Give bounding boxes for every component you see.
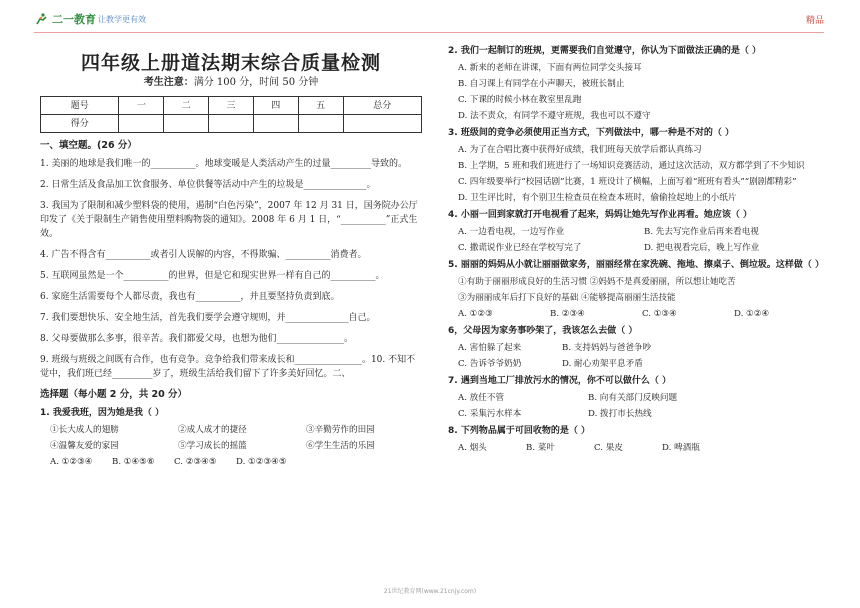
option: C. 下课的时候小林在教室里乱跑 <box>458 95 582 105</box>
table-cell: 二 <box>164 97 209 115</box>
option: B. 上学期，5 班和我们班进行了一场知识竞赛活动，通过这次活动，双方都学到了不少知识 <box>458 161 805 171</box>
option: D. ①②④ <box>734 309 770 319</box>
page-footer: 21世纪教育网(www.21cnjy.com) <box>383 588 477 595</box>
statement: ①长大成人的翅膀 <box>50 425 119 435</box>
score-table-score-row <box>41 115 422 133</box>
question-stem: 8. 下列物品属于可回收物的是（ ） <box>448 426 590 436</box>
option: C. 四年级要举行“校园话剧”比赛，1 班设计了横幅，上面写着“班班有看头”“剧剧都精彩” <box>458 177 797 187</box>
question-stem: 1. 我爱我班，因为她是我（ ） <box>40 408 164 418</box>
option-row <box>458 308 838 320</box>
option: D. 拨打市长热线 <box>588 409 652 419</box>
option: A. 为了在合唱比赛中获得好成绩，我们班每天放学后都认真练习 <box>458 145 702 155</box>
table-cell: 题号 <box>41 97 119 115</box>
option: D. 卫生评比时，有个别卫生检查员在检查本班时，偷偷捡起地上的小纸片 <box>458 193 737 203</box>
option: D. 耐心劝架平息矛盾 <box>562 359 643 369</box>
option: B. 支持妈妈与爸爸争吵 <box>562 343 652 353</box>
score-table-header-row <box>41 97 422 115</box>
option: A. ①②③ <box>458 309 493 319</box>
fill-question: 1. 美丽的地球是我们唯一的__________。地球变暖是人类活动产生的过量_________导致的。 <box>40 159 407 169</box>
notice-label: 考生注意： <box>143 77 194 88</box>
option-row <box>458 442 838 454</box>
exam-notice <box>40 76 422 90</box>
statement: ③为丽丽成年后打下良好的基础 ④能够提高丽丽生活技能 <box>458 293 676 303</box>
table-cell: 总分 <box>343 97 421 115</box>
option-row <box>458 242 838 254</box>
fill-question: 7. 我们要想快乐、安全地生活，首先我们要学会遵守规则，并______________自己。 <box>40 313 376 323</box>
fill-question: 4. 广告不得含有__________或者引人误解的内容，不得欺骗、__________消费者。 <box>40 250 367 260</box>
option: A. 烟头 <box>458 443 487 453</box>
option: B. 先去写完作业后再来看电视 <box>644 227 759 237</box>
option: D. 把电视看完后，晚上写作业 <box>644 243 760 253</box>
option: C. 果皮 <box>594 443 623 453</box>
left-column <box>40 44 422 472</box>
table-cell: 四 <box>253 97 298 115</box>
logo-text: 二一教育 <box>52 13 96 26</box>
option-row <box>458 408 838 420</box>
fill-question: 2. 日常生活及食品加工饮食服务、单位供餐等活动中产生的垃圾是______________。 <box>40 180 376 190</box>
table-cell: 三 <box>209 97 254 115</box>
option: C. 采集污水样本 <box>458 409 522 419</box>
option: D. 啤酒瓶 <box>662 443 700 453</box>
statement: ③辛勤劳作的田园 <box>306 425 375 435</box>
option: D. 法不责众，有同学不遵守班规，我也可以不遵守 <box>458 111 651 121</box>
section-heading: 选择题（每小题 2 分，共 20 分） <box>40 389 188 400</box>
question-stem: 4. 小丽一回到家就打开电视看了起来，妈妈让她先写作业再看。她应该（ ） <box>448 210 752 220</box>
option: B. ①④⑤⑥ <box>112 457 155 467</box>
statement: ④温馨友爱的家园 <box>50 441 119 451</box>
option-row <box>458 342 838 354</box>
option: C. ①③④ <box>642 309 677 319</box>
fill-question: 3. 我国为了限制和减少塑料袋的使用，遏制“白色污染”，2007 年 12 月 31 日，国务院办公厅印发了《关于限制生产销售使用塑料购物袋的通知》。2008 年 6 月 1 日，“__________”正式生效。 <box>40 201 418 239</box>
table-cell: 一 <box>119 97 164 115</box>
option-row <box>458 358 838 370</box>
option: A. 放任不管 <box>458 393 505 403</box>
section-heading: 一、填空题。(26 分） <box>40 140 137 151</box>
header-divider <box>34 32 824 33</box>
right-column <box>448 44 838 458</box>
score-entry-cell[interactable] <box>119 115 164 133</box>
option: A. ①②③④ <box>50 457 93 467</box>
score-entry-cell[interactable] <box>298 115 343 133</box>
option: C. ②③④⑤ <box>174 457 217 467</box>
question-stem: 3. 班级间的竞争必须使用正当方式，下列做法中，哪一种是不对的（ ） <box>448 128 734 138</box>
table-cell: 得分 <box>41 115 119 133</box>
fill-question: 5. 互联网虽然是一个__________的世界，但是它和现实世界一样有自己的__________。 <box>40 271 385 281</box>
option: A. 害怕躲了起来 <box>458 343 522 353</box>
statement: ⑤学习成长的摇篮 <box>178 441 247 451</box>
fill-question: 9. 班级与班级之间既有合作，也有竞争。竞争给我们带来成长和_______________。10. 不知不觉中，我们班已经_________岁了，班级生活给我们留下了许多美好回忆。二、 <box>40 355 416 379</box>
statement: ①有助于丽丽形成良好的生活习惯 ②妈妈不是真爱丽丽，所以想让她吃苦 <box>458 277 736 287</box>
option: A. 新来的老师在讲课，下面有两位同学交头接耳 <box>458 63 642 73</box>
option: A. 一边看电视，一边写作业 <box>458 227 565 237</box>
header-tag: 精品 <box>805 16 824 26</box>
score-entry-cell[interactable] <box>164 115 209 133</box>
fill-question: 8. 父母要做那么多事，很辛苦。我们都爱父母，也想为他们_______________。 <box>40 334 353 344</box>
score-entry-cell[interactable] <box>209 115 254 133</box>
option: C. 告诉爷爷奶奶 <box>458 359 522 369</box>
option-row <box>50 456 422 468</box>
option-row <box>458 392 838 404</box>
fill-question: 6. 家庭生活需要每个人都尽责，我也有__________，并且要坚持负责到底。 <box>40 292 340 302</box>
question-stem: 6，父母因为家务事吵架了，我该怎么去做（ ） <box>448 326 638 336</box>
question-stem: 5. 丽丽的妈妈从小就让丽丽做家务，丽丽经常在家洗碗、拖地、擦桌子、倒垃圾。这样做（ ） <box>448 260 824 270</box>
option: B. 自习课上有同学在小声聊天，被班长制止 <box>458 79 625 89</box>
statement: ②成人成才的捷径 <box>178 425 247 435</box>
option: C. 撒谎说作业已经在学校写完了 <box>458 243 582 253</box>
score-entry-cell[interactable] <box>343 115 421 133</box>
option: D. ①②③④⑤ <box>236 457 287 467</box>
notice-text: 满分 100 分，时间 50 分钟 <box>193 77 319 88</box>
question-stem: 2. 我们一起制订的班规，更需要我们自觉遵守，你认为下面做法正确的是（ ） <box>448 46 761 56</box>
question-stem: 7. 遇到当地工厂排放污水的情况，你不可以做什么（ ） <box>448 376 671 386</box>
option: B. ②③④ <box>550 309 585 319</box>
score-table <box>40 96 422 133</box>
page-title: 四年级上册道法期末综合质量检测 <box>80 52 381 74</box>
site-logo <box>34 11 96 27</box>
option: B. 向有关部门反映问题 <box>588 393 678 403</box>
runner-logo-icon <box>34 13 48 25</box>
option: B. 菜叶 <box>526 443 555 453</box>
statement-row <box>50 440 422 452</box>
header-slogan: 让教学更有效 <box>98 15 146 24</box>
option-row <box>458 226 838 238</box>
table-cell: 五 <box>298 97 343 115</box>
statement: ⑥学生生活的乐园 <box>306 441 375 451</box>
page-header <box>0 0 860 40</box>
score-entry-cell[interactable] <box>253 115 298 133</box>
statement-row <box>50 424 422 436</box>
